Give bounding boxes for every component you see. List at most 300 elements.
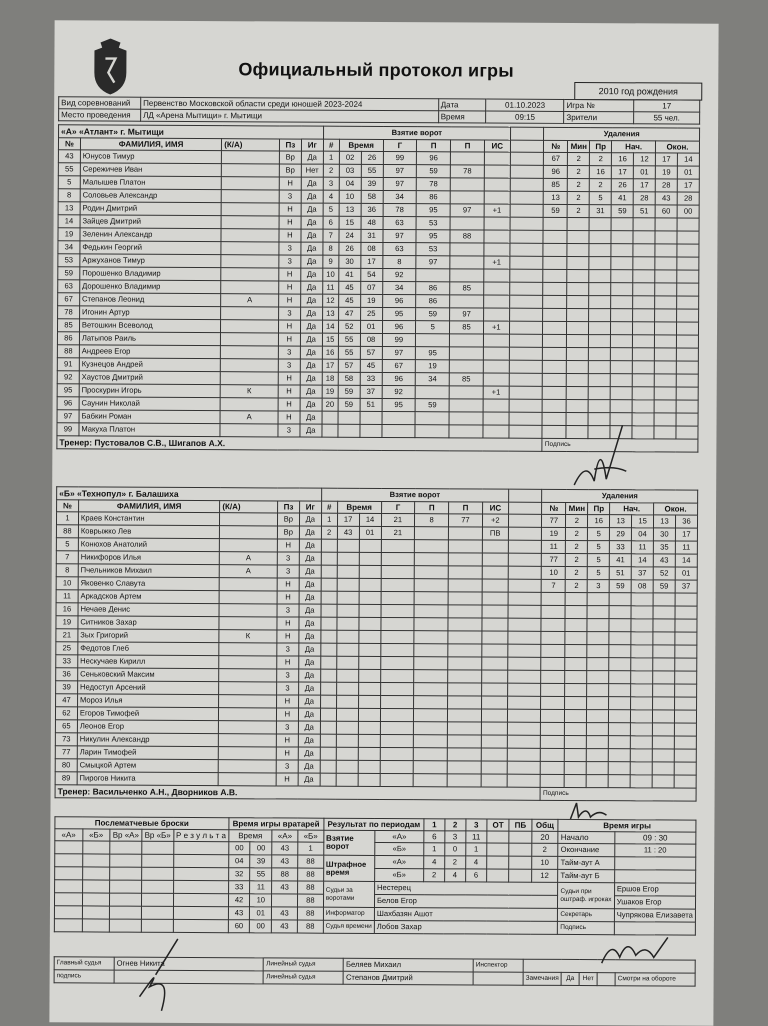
goal-number: 19 xyxy=(322,385,338,398)
goal-assist-2 xyxy=(448,527,482,540)
goalie-row-1-sec: 00 xyxy=(250,842,272,855)
goal-scorer: 21 xyxy=(381,526,415,539)
player-plays: Да xyxy=(299,513,321,526)
player-role xyxy=(221,229,279,242)
goal-assist-1: 97 xyxy=(416,256,450,269)
goal-scorer: 97 xyxy=(383,164,417,177)
header-table xyxy=(58,96,700,124)
goal-assist-1 xyxy=(415,386,449,399)
player-number: 5 xyxy=(58,176,80,189)
col-goal-num: # xyxy=(323,139,339,151)
goal-second: 55 xyxy=(361,164,383,177)
goal-number: 6 xyxy=(323,216,339,229)
player-name: Дорошенко Владимир xyxy=(80,280,221,294)
penalty-start-min: 29 xyxy=(610,528,632,541)
goal-assist-2 xyxy=(450,334,484,347)
see-reverse-label: Смотри на обороте xyxy=(615,973,695,986)
penalty-reason: 16 xyxy=(590,166,612,179)
goals-a-pb xyxy=(509,831,531,843)
pim-b-pb xyxy=(509,869,531,882)
col-goal-g: Г xyxy=(383,139,417,151)
goal-scorer: 21 xyxy=(381,513,415,526)
goal-situation: +2 xyxy=(482,514,508,527)
goalie-row-3-b: 88 xyxy=(298,868,324,881)
col-pen-end: Окон. xyxy=(654,503,698,515)
penalty-minutes: 2 xyxy=(568,178,590,191)
player-role xyxy=(219,708,277,721)
player-position: Н xyxy=(278,320,300,333)
goal-second: 26 xyxy=(361,151,383,164)
goal-assist-1: 95 xyxy=(416,230,450,243)
player-role xyxy=(219,669,277,682)
goalie-row-5-sec: 10 xyxy=(250,894,272,907)
goal-situation: +1 xyxy=(484,256,510,269)
goal-second: 45 xyxy=(360,359,382,372)
goal-number: 13 xyxy=(322,307,338,320)
player-plays: Да xyxy=(301,203,323,216)
goal-assist-2 xyxy=(450,217,484,230)
goal-situation xyxy=(483,373,509,386)
goalie-row-3-sec: 55 xyxy=(250,868,272,881)
shootout-col-gk-a: Вр «А» xyxy=(110,829,142,841)
goal-scorer: 92 xyxy=(382,268,416,281)
goals-a-total: 20 xyxy=(531,831,558,843)
player-number: 85 xyxy=(57,319,79,332)
player-plays: Нет xyxy=(301,164,323,177)
col-pen-min: Мин xyxy=(566,502,588,514)
penalty-minutes: 2 xyxy=(567,204,589,217)
player-name: Краев Константин xyxy=(78,512,219,526)
venue-value: ЛД «Арена Мытищи» г. Мытищи xyxy=(141,109,439,123)
player-plays: Да xyxy=(300,320,322,333)
player-role: К xyxy=(220,385,278,398)
col-pen-min: Мин xyxy=(568,140,590,152)
player-name: Аркадсков Артем xyxy=(78,590,219,604)
col-ig: Иг xyxy=(301,139,323,151)
player-role xyxy=(219,747,277,760)
goal-situation xyxy=(484,178,510,191)
summary-table xyxy=(54,816,697,935)
goal-number: 9 xyxy=(323,255,339,268)
player-position: 3 xyxy=(276,760,298,773)
pim-a-team: «А» xyxy=(375,855,424,868)
player-plays: Да xyxy=(300,385,322,398)
player-plays: Да xyxy=(300,411,322,424)
goal-assist-2 xyxy=(450,295,484,308)
penalty-player: 59 xyxy=(544,204,568,217)
penalty-start-sec: 15 xyxy=(632,515,654,528)
goal-situation: +1 xyxy=(484,204,510,217)
player-name: Зых Григорий xyxy=(78,629,219,643)
penalty-start-min: 33 xyxy=(610,541,632,554)
timekeeper-name: Лобов Захар xyxy=(374,920,558,934)
goalie-row-4-a: 43 xyxy=(272,881,298,894)
period-1-header: 1 xyxy=(424,819,445,831)
goal-minute: 59 xyxy=(338,398,360,411)
player-plays: Да xyxy=(299,526,321,539)
goal-assist-2: 85 xyxy=(450,282,484,295)
goal-assist-1: 96 xyxy=(417,152,451,165)
pim-b-total: 12 xyxy=(531,869,558,882)
shootout-col-gk-b: Вр «Б» xyxy=(142,829,174,841)
player-position: 3 xyxy=(277,682,299,695)
player-position: 3 xyxy=(279,190,301,203)
player-role: А xyxy=(219,565,277,578)
player-plays: Да xyxy=(298,760,320,773)
goal-number: 14 xyxy=(322,320,338,333)
player-number: 16 xyxy=(56,603,78,616)
pim-b-p1: 2 xyxy=(424,869,445,882)
player-name: Сережичев Иван xyxy=(80,163,221,177)
start-label: Начало xyxy=(558,831,614,843)
player-role xyxy=(222,164,280,177)
player-role xyxy=(222,151,280,164)
goalie-row-7-sec: 00 xyxy=(250,920,272,933)
goalie-row-4-min: 33 xyxy=(228,881,250,894)
pim-b-ot xyxy=(487,869,509,882)
penalty-minutes: 2 xyxy=(566,514,588,527)
player-number: 77 xyxy=(55,746,77,759)
goal-situation xyxy=(484,295,510,308)
player-role: А xyxy=(220,552,278,565)
goal-second: 08 xyxy=(361,242,383,255)
penalty-end-sec: 00 xyxy=(677,205,699,218)
goal-minute: 58 xyxy=(338,372,360,385)
player-role xyxy=(220,539,278,552)
remarks-yes: Да xyxy=(561,972,579,985)
goalie-row-5-a xyxy=(272,894,298,907)
goal-situation xyxy=(483,360,509,373)
goal-assist-2 xyxy=(450,269,484,282)
goal-minute: 10 xyxy=(339,190,361,203)
linesman-2-label: Линейный судья xyxy=(264,971,344,984)
player-plays: Да xyxy=(300,359,322,372)
team-b-penalties-title: Удаления xyxy=(542,489,698,503)
player-plays: Да xyxy=(298,669,320,682)
player-role xyxy=(219,591,277,604)
penalty-start-sec: 28 xyxy=(633,192,655,205)
player-name: Хаустов Дмитрий xyxy=(79,371,220,385)
goal-minute: 17 xyxy=(337,513,359,526)
player-role: А xyxy=(221,294,279,307)
goal-minute: 43 xyxy=(337,526,359,539)
league-emblem-icon xyxy=(90,38,130,96)
player-position: Н xyxy=(279,229,301,242)
goal-situation xyxy=(484,217,510,230)
goal-judges-label: Судьи за воротами xyxy=(323,881,374,907)
player-name: Саунин Николай xyxy=(79,397,220,411)
player-name: Зеленин Александр xyxy=(80,228,221,242)
goals-b-pb xyxy=(509,843,531,856)
penalty-judge-1: Ершов Егор xyxy=(614,883,695,896)
player-name: Ветошкин Всеволод xyxy=(79,319,220,333)
penalty-end-min: 17 xyxy=(655,153,677,166)
goal-assist-2 xyxy=(449,347,483,360)
col-num: № xyxy=(58,138,80,150)
penalty-player: 11 xyxy=(542,540,566,553)
player-position: Вр xyxy=(277,526,299,539)
head-referee-label: Главный судья xyxy=(54,957,114,970)
player-number: 10 xyxy=(56,577,78,590)
player-plays: Да xyxy=(299,617,321,630)
penalty-reason: 2 xyxy=(590,153,612,166)
player-name: Конюхов Анатолий xyxy=(78,538,219,552)
goal-number: 20 xyxy=(322,398,338,411)
secretary-label: Секретарь xyxy=(558,908,614,921)
player-plays: Да xyxy=(300,333,322,346)
goalie-col-time: Время xyxy=(229,830,273,842)
player-plays: Да xyxy=(299,578,321,591)
goal-assist-2: 85 xyxy=(450,321,484,334)
goals-a-p3: 11 xyxy=(465,831,487,843)
timeout-b-label: Тайм-аут Б xyxy=(558,869,614,882)
end-label: Окончание xyxy=(558,843,614,856)
penalty-minutes: 2 xyxy=(566,527,588,540)
player-name: Яковенко Славута xyxy=(78,577,219,591)
player-role xyxy=(219,695,277,708)
col-pen-num: № xyxy=(544,140,568,152)
player-number: 95 xyxy=(57,384,79,397)
player-role xyxy=(221,255,279,268)
goalie-row-4-b: 88 xyxy=(297,881,323,894)
penalty-player: 7 xyxy=(542,579,566,592)
player-role xyxy=(221,190,279,203)
player-position: Вр xyxy=(279,151,301,164)
player-name: Андреев Егор xyxy=(79,345,220,359)
goal-minute: 13 xyxy=(339,203,361,216)
player-plays: Да xyxy=(301,242,323,255)
goal-assist-2 xyxy=(450,191,484,204)
goal-scorer: 34 xyxy=(383,190,417,203)
linesman-1-label: Линейный судья xyxy=(264,958,344,971)
penalty-player: 10 xyxy=(542,566,566,579)
goals-b-p3: 1 xyxy=(465,843,487,856)
goal-number: 12 xyxy=(322,294,338,307)
penalty-reason: 3 xyxy=(587,580,609,593)
goals-b-total: 2 xyxy=(531,843,558,856)
goal-situation xyxy=(483,308,509,321)
penalty-end-min: 13 xyxy=(654,515,676,528)
player-position: Н xyxy=(279,268,301,281)
player-name: Родин Дмитрий xyxy=(80,202,221,216)
player-plays: Да xyxy=(300,398,322,411)
goal-number: 5 xyxy=(323,203,339,216)
goal-second: 58 xyxy=(361,190,383,203)
player-plays: Да xyxy=(301,281,323,294)
goalie-row-6-sec: 01 xyxy=(250,907,272,920)
goal-scorer: 8 xyxy=(382,255,416,268)
col-ka: (К/А) xyxy=(220,501,278,513)
goal-scorer: 92 xyxy=(382,385,416,398)
penalty-start-min: 59 xyxy=(609,580,631,593)
goal-second: 17 xyxy=(360,255,382,268)
col-pen-end: Окон. xyxy=(656,141,700,153)
player-number: 63 xyxy=(58,280,80,293)
shootout-header: ПБ xyxy=(509,819,531,831)
team-a-signature-label: Подпись xyxy=(542,438,698,452)
goal-assist-1: 86 xyxy=(416,282,450,295)
game-number-value: 17 xyxy=(634,100,700,112)
penalty-start-min: 17 xyxy=(612,166,634,179)
goal-second: 25 xyxy=(360,307,382,320)
page-title: Официальный протокол игры xyxy=(238,59,514,81)
player-plays: Да xyxy=(299,552,321,565)
player-role xyxy=(220,526,278,539)
goals-b-ot xyxy=(487,843,509,856)
player-plays: Да xyxy=(300,346,322,359)
goal-assist-1: 19 xyxy=(416,360,450,373)
player-number: 92 xyxy=(57,371,79,384)
pim-b-p2: 4 xyxy=(444,869,465,882)
goalie-row-6-min: 43 xyxy=(228,907,250,920)
goal-minute: 03 xyxy=(339,164,361,177)
player-name: Федькин Георгий xyxy=(80,241,221,255)
col-pz: Пз xyxy=(277,501,299,513)
player-position: Н xyxy=(276,734,298,747)
penalty-start-min: 41 xyxy=(609,554,631,567)
player-position: Н xyxy=(279,177,301,190)
penalty-reason: 16 xyxy=(588,515,610,528)
spectators-value: 55 чел. xyxy=(634,112,700,124)
goal-scorer: 96 xyxy=(382,294,416,307)
player-role xyxy=(219,617,277,630)
player-number: 1 xyxy=(56,512,78,525)
goal-assist-1 xyxy=(416,334,450,347)
player-name: Аржуханов Тимур xyxy=(80,254,221,268)
player-role xyxy=(221,268,279,281)
penalty-end-sec: 11 xyxy=(675,541,697,554)
goal-scorer: 96 xyxy=(382,372,416,385)
player-plays: Да xyxy=(301,151,323,164)
penalty-start-min: 16 xyxy=(612,153,634,166)
player-name: Порошенко Владимир xyxy=(80,267,221,281)
goalie-col-a: «А» xyxy=(272,830,298,842)
goal-assist-2: 97 xyxy=(450,204,484,217)
col-goal-num: # xyxy=(321,501,337,513)
team-b-goals-title: Взятие ворот xyxy=(321,488,508,502)
col-ig: Иг xyxy=(299,501,321,513)
goal-assist-2: 77 xyxy=(449,514,483,527)
penalty-start-sec: 37 xyxy=(631,567,653,580)
shootout-col-result: Р е з у л ь т а xyxy=(174,829,229,841)
col-pz: Пз xyxy=(279,139,301,151)
goal-minute: 45 xyxy=(338,294,360,307)
goal-scorer: 78 xyxy=(383,203,417,216)
player-number: 8 xyxy=(56,564,78,577)
player-number: 8 xyxy=(58,189,80,202)
shootout-col-b: «Б» xyxy=(82,829,110,841)
goalie-row-3-a: 88 xyxy=(272,868,298,881)
goal-minute: 02 xyxy=(339,151,361,164)
player-number: 96 xyxy=(57,397,79,410)
player-number: 39 xyxy=(56,681,78,694)
penalty-minutes: 2 xyxy=(568,191,590,204)
penalty-start-sec: 51 xyxy=(633,205,655,218)
player-position: 3 xyxy=(277,669,299,682)
goal-assist-2 xyxy=(450,178,484,191)
penalty-player: 67 xyxy=(544,152,568,165)
player-number: 13 xyxy=(58,202,80,215)
player-number: 21 xyxy=(56,629,78,642)
penalty-end-min: 30 xyxy=(653,528,675,541)
goal-assist-2: 78 xyxy=(450,165,484,178)
goal-second: 36 xyxy=(361,203,383,216)
goals-b-p1: 1 xyxy=(424,843,445,856)
player-name: Федотов Глеб xyxy=(78,642,219,656)
period-2-header: 2 xyxy=(445,819,466,831)
remarks-no: Нет xyxy=(579,973,597,986)
goal-situation xyxy=(484,165,510,178)
goal-number: 17 xyxy=(322,359,338,372)
col-pen-num: № xyxy=(542,502,566,514)
goal-number: 11 xyxy=(322,281,338,294)
penalty-minutes: 2 xyxy=(568,165,590,178)
penalty-minutes: 2 xyxy=(566,553,588,566)
goal-minute: 24 xyxy=(339,229,361,242)
player-role xyxy=(218,773,276,786)
team-a-table xyxy=(56,124,700,452)
goal-assist-2: 85 xyxy=(449,373,483,386)
player-role xyxy=(218,760,276,773)
timeout-a-label: Тайм-аут А xyxy=(558,856,614,869)
goal-minute: 15 xyxy=(339,216,361,229)
player-plays: Да xyxy=(298,695,320,708)
player-plays: Да xyxy=(299,591,321,604)
player-position: Н xyxy=(277,539,299,552)
player-role xyxy=(221,320,279,333)
penalty-minutes: 2 xyxy=(566,566,588,579)
penalty-reason: 5 xyxy=(588,541,610,554)
player-plays: Да xyxy=(301,229,323,242)
goal-situation xyxy=(484,269,510,282)
player-name: Бабкин Роман xyxy=(79,410,220,424)
goal-second: 51 xyxy=(360,398,382,411)
col-goal-p2: П xyxy=(449,502,483,514)
penalty-start-sec: 01 xyxy=(633,166,655,179)
penalty-end-sec: 17 xyxy=(677,179,699,192)
goal-situation xyxy=(483,347,509,360)
player-role xyxy=(222,177,280,190)
goal-scorer: 96 xyxy=(382,320,416,333)
pim-a-pb xyxy=(509,856,531,869)
competition-value: Первенство Московской области среди юношей 2023-2024 xyxy=(141,97,439,111)
player-role xyxy=(220,372,278,385)
goal-second: 39 xyxy=(361,177,383,190)
goal-second: 31 xyxy=(361,229,383,242)
player-name: Соловьев Александр xyxy=(80,189,221,203)
player-position: 3 xyxy=(277,643,299,656)
penalty-reason: 5 xyxy=(588,554,610,567)
player-plays: Да xyxy=(299,604,321,617)
player-name: Сеньковский Максим xyxy=(78,668,219,682)
goal-number: 2 xyxy=(321,526,337,539)
goal-situation: +1 xyxy=(483,386,509,399)
col-goal-is: ИС xyxy=(484,140,510,152)
time-value: 09:15 xyxy=(486,111,564,123)
player-number: 47 xyxy=(56,694,78,707)
penalty-end-sec: 37 xyxy=(675,580,697,593)
timekeeper-label: Судья времени xyxy=(323,920,374,933)
penalty-end-sec: 01 xyxy=(677,166,699,179)
player-role xyxy=(221,346,279,359)
goal-second: 48 xyxy=(361,216,383,229)
goal-number: 7 xyxy=(323,229,339,242)
shootout-col-a: «А» xyxy=(55,829,83,841)
penalty-end-sec: 01 xyxy=(675,567,697,580)
linesman-2-name: Степанов Дмитрий xyxy=(343,971,473,985)
player-role xyxy=(221,333,279,346)
total-header: Общ xyxy=(531,819,558,831)
